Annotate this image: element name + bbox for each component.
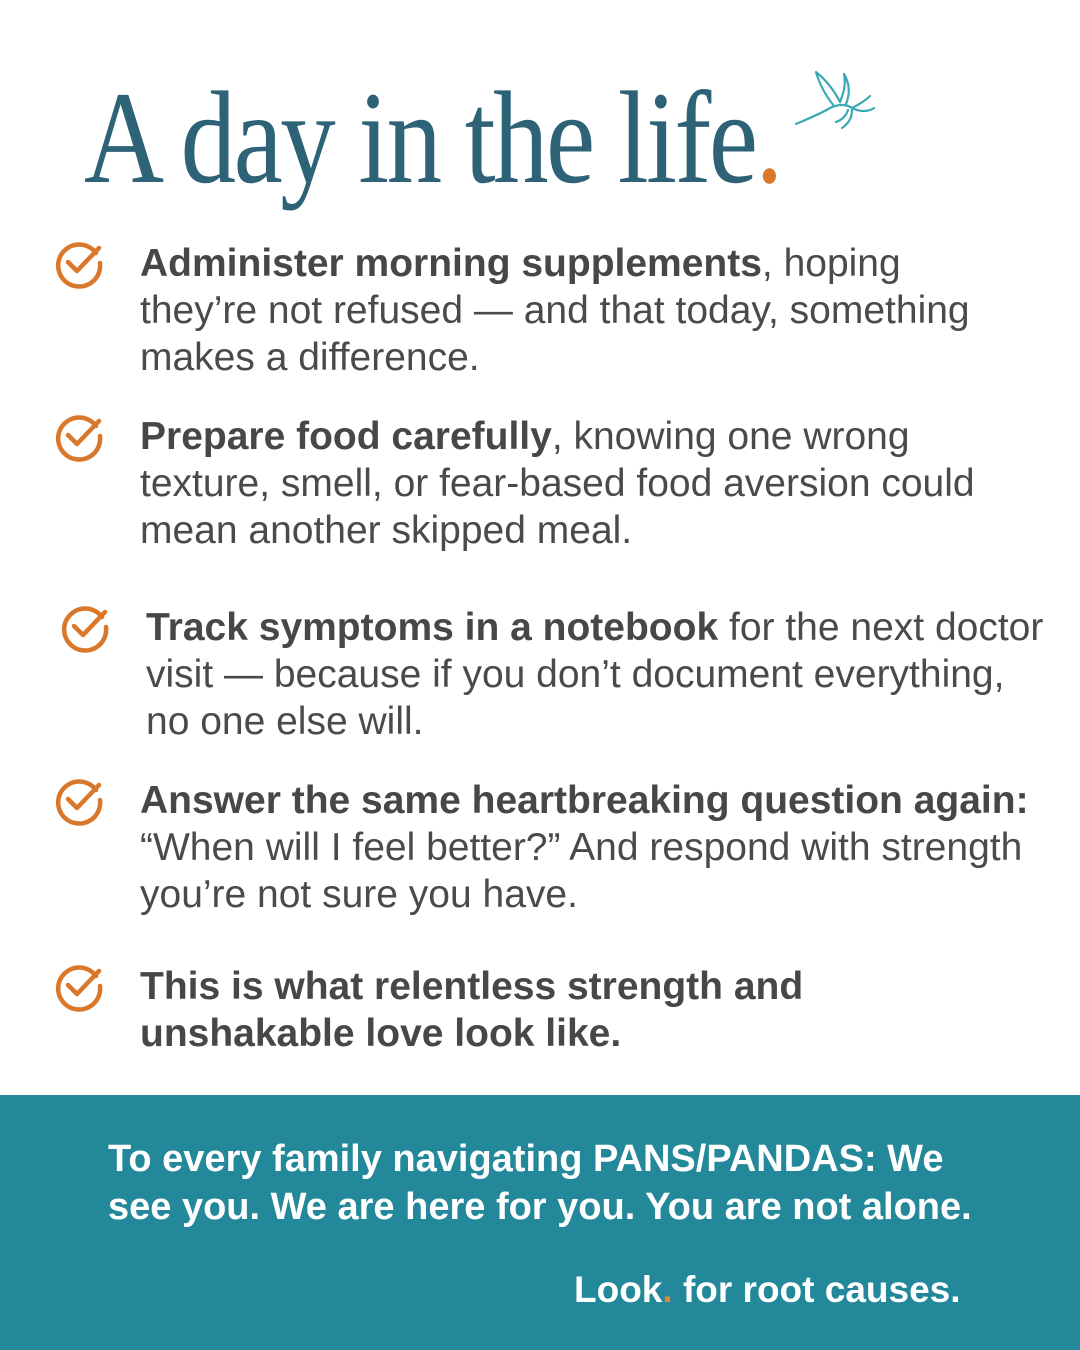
item-rest: for the next doctor visit — because if you don’t document everything, no one else will. [146, 606, 1044, 743]
title-text: A day in the life [84, 64, 756, 211]
item-bold: Prepare food carefully [140, 415, 552, 458]
item-rest: “When will I feel better?” And respond with strength you’re not sure you have. [140, 826, 1023, 916]
check-circle-icon [52, 236, 106, 290]
check-circle-icon [52, 773, 106, 827]
item-bold: Track symptoms in a notebook [146, 606, 719, 649]
item-bold: Administer morning supplements [140, 242, 762, 285]
tagline-rest: for root causes. [672, 1269, 961, 1310]
tagline-word: Look [574, 1269, 663, 1310]
title-period: . [755, 64, 781, 211]
item-text [140, 413, 1010, 554]
page-title [84, 64, 781, 211]
item-text [140, 777, 1040, 918]
footer-message: To every family navigating PANS/PANDAS: We see you. We are here for you. You are not alone. [108, 1138, 972, 1228]
item-text [140, 240, 970, 381]
tagline [574, 1268, 961, 1312]
footer-banner [0, 1095, 1080, 1350]
item-text [140, 963, 900, 1057]
check-circle-icon [58, 600, 112, 654]
item-text [146, 604, 1046, 745]
check-circle-icon [52, 959, 106, 1013]
item-rest: , knowing one wrong texture, smell, or fear-based food aversion could mean another skipped meal. [140, 415, 975, 552]
list-item [52, 777, 1040, 918]
check-circle-icon [52, 409, 106, 463]
item-bold: This is what relentless strength and unshakable love look like. [140, 965, 804, 1055]
item-bold: Answer the same heartbreaking question again: [140, 779, 1029, 822]
item-rest: , hoping they’re not refused — and that today, something makes a difference. [140, 242, 970, 379]
list-item [58, 604, 1046, 745]
hummingbird-icon [790, 62, 880, 142]
list-item [52, 240, 970, 381]
list-item [52, 413, 1010, 554]
list-item [52, 963, 900, 1057]
tagline-period: . [662, 1269, 673, 1310]
